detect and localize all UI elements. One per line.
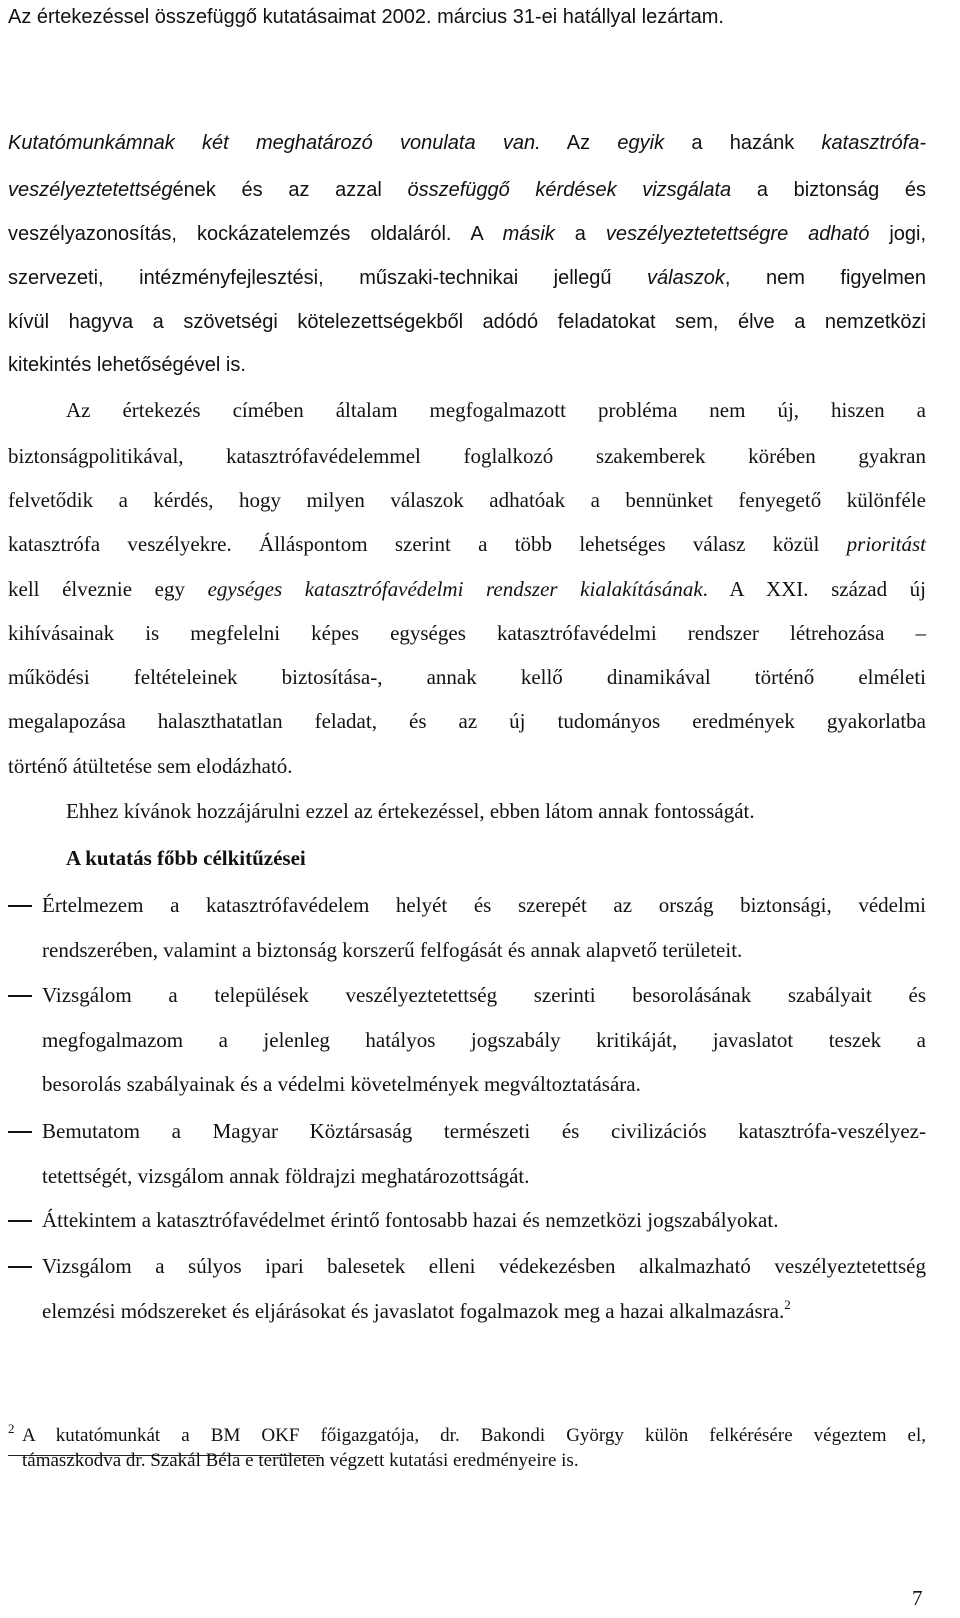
text-line: biztonságpolitikával, katasztrófavédelemmel foglalkozó szakemberek körében gyakran xyxy=(8,444,926,468)
text-line: szervezeti, intézményfejlesztési, műszaki-technikai jellegű válaszok, nem figyelmen xyxy=(8,267,926,289)
text-line: tetettségét, vizsgálom annak földrajzi meghatározottságát. xyxy=(42,1164,530,1188)
text-line: megalapozása halaszthatatlan feladat, és az új tudományos eredmények gyakorlatba xyxy=(8,709,926,733)
text-line: Értelmezem a katasztrófavédelem helyét és szerepét az ország biztonsági, védelmi xyxy=(42,893,926,917)
dash-bullet xyxy=(8,905,32,907)
dash-bullet xyxy=(8,1266,32,1268)
footnote-line: A kutatómunkát a BM OKF főigazgatója, dr. Bakondi György külön felkérésére végeztem el, xyxy=(22,1425,926,1446)
text-line: elemzési módszereket és eljárásokat és javaslatot fogalmazok meg a hazai alkalmazásra.$^2$ xyxy=(42,1297,791,1323)
text-line: működési feltételeinek biztosítása-, annak kellő dinamikával történő elméleti xyxy=(8,665,926,689)
dash-bullet xyxy=(8,1220,32,1222)
dash-bullet xyxy=(8,1131,32,1133)
text-line: kell élveznie egy egységes katasztrófavédelmi rendszer kialakításának. A XXI. század új xyxy=(8,577,927,601)
page-number: 7 xyxy=(912,1586,923,1610)
text-line: kívül hagyva a szövetségi kötelezettségekből adódó feladatokat sem, élve a nemzetközi xyxy=(8,311,926,333)
text-line: katasztrófa veszélyekre. Álláspontom szerint a több lehetséges válasz közül prioritást xyxy=(8,532,926,556)
footnote-reference: 2 xyxy=(784,1297,791,1312)
text-line: történő átültetése sem elodázható. xyxy=(8,754,293,778)
text-line: Vizsgálom a települések veszélyeztetettség szerinti besorolásának szabályait és xyxy=(42,983,926,1007)
text-line: veszélyeztetettségének és az azzal összefüggő kérdések vizsgálata a biztonság és xyxy=(8,179,927,201)
text-line: veszélyazonosítás, kockázatelemzés oldaláról. A másik a veszélyeztetettségre adható jogi, xyxy=(8,223,927,245)
dash-bullet xyxy=(8,995,32,997)
text-line: rendszerében, valamint a biztonság korszerű felfogását és annak alapvető területeit. xyxy=(42,938,743,962)
paragraph-contribution: Ehhez kívánok hozzájárulni ezzel az értekezéssel, ebben látom annak fontosságát. xyxy=(66,799,755,823)
header-note: Az értekezéssel összefüggő kutatásaimat 2002. március 31-ei hatállyal lezártam. xyxy=(8,6,724,28)
text-line: kihívásainak is megfelelni képes egységes katasztrófavédelmi rendszer létrehozása – xyxy=(8,621,926,645)
text-line: kitekintés lehetőségével is. xyxy=(8,354,246,376)
text-line: besorolás szabályainak és a védelmi követelmények megváltoztatására. xyxy=(42,1072,641,1096)
footnote-mark: 2 xyxy=(8,1421,15,1436)
text-line: Áttekintem a katasztrófavédelmet érintő fontosabb hazai és nemzetközi jogszabályokat. xyxy=(42,1208,779,1232)
text-line: Az értekezés címében általam megfogalmazott probléma nem új, hiszen a xyxy=(66,398,926,422)
text-line: felvetődik a kérdés, hogy milyen válaszok adhatóak a bennünket fenyegető különféle xyxy=(8,488,926,512)
footnote-line: támaszkodva dr. Szakál Béla e területen végzett kutatási eredményeire is. xyxy=(22,1450,579,1471)
section-heading: A kutatás főbb célkitűzései xyxy=(66,846,306,870)
text-line: Bemutatom a Magyar Köztársaság természeti és civilizációs katasztrófa-veszélyez- xyxy=(42,1119,926,1143)
text-line: Vizsgálom a súlyos ipari balesetek elleni védekezésben alkalmazható veszélyeztetettség xyxy=(42,1254,926,1278)
text-line: megfogalmazom a jelenleg hatályos jogszabály kritikáját, javaslatot teszek a xyxy=(42,1028,926,1052)
text-line: Kutatómunkámnak két meghatározó vonulata van. Az egyik a hazánk katasztrófa- xyxy=(8,132,926,154)
